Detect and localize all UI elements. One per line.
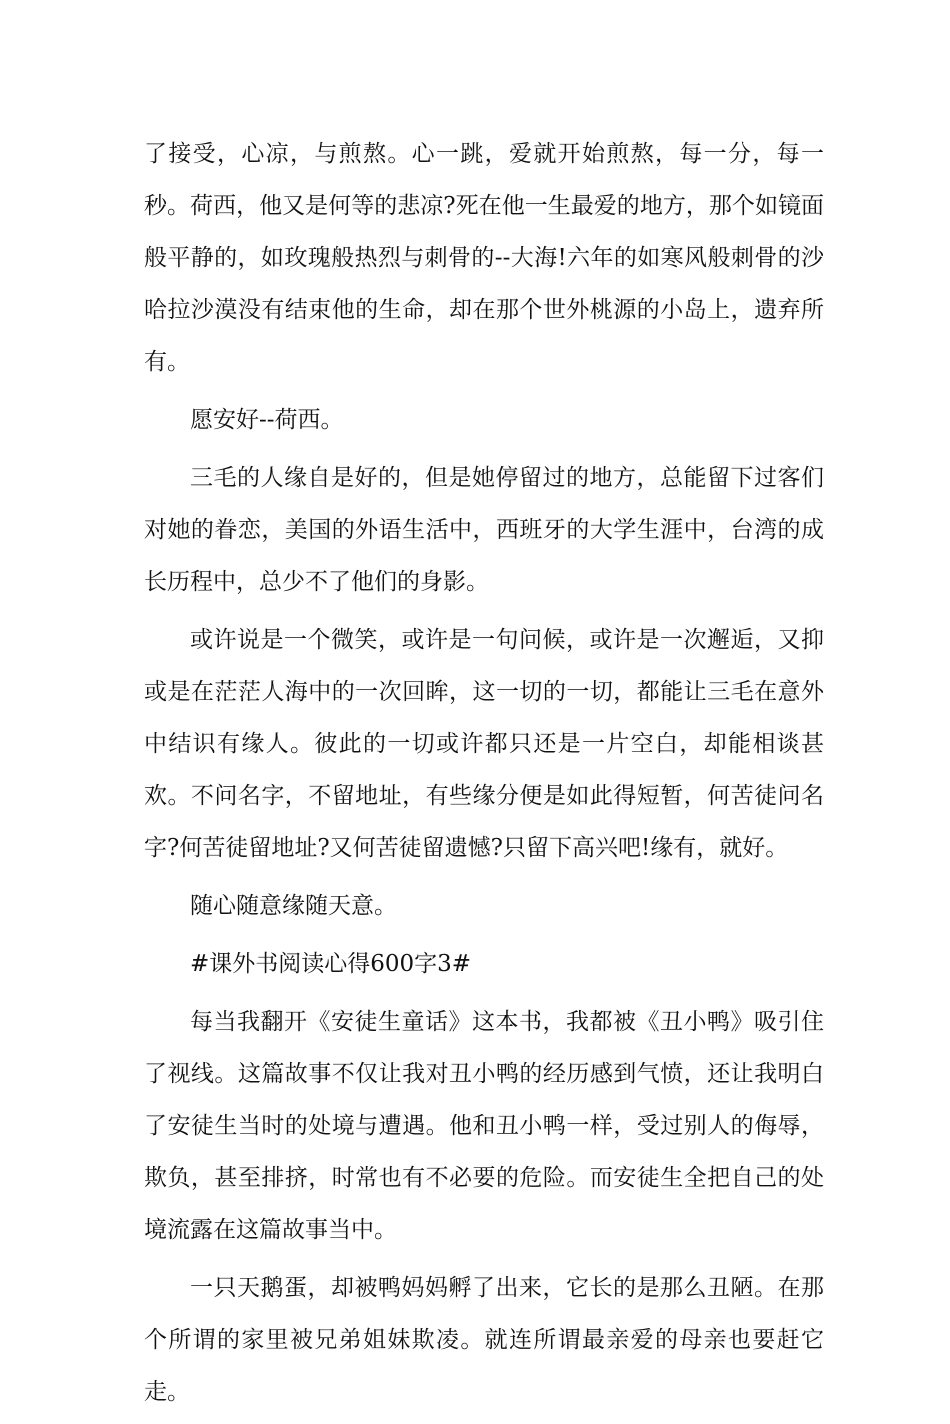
document-body <box>144 128 824 1424</box>
paragraph: 了接受，心凉，与煎熬。心一跳，爱就开始煎熬，每一分，每一秒。荷西，他又是何等的悲凉?死在他一生最爱的地方，那个如镜面般平静的，如玫瑰般热烈与刺骨的--大海!六年的如寒风般刺骨的沙哈拉沙漠没有结束他的生命，却在那个世外桃源的小岛上，遗弃所有。 <box>144 141 824 375</box>
paragraph: 愿安好--荷西。 <box>190 407 344 433</box>
paragraph: 三毛的人缘自是好的，但是她停留过的地方，总能留下过客们对她的眷恋，美国的外语生活中，西班牙的大学生涯中，台湾的成长历程中，总少不了他们的身影。 <box>144 465 824 595</box>
section-heading: #课外书阅读心得600字3# <box>190 951 472 977</box>
paragraph: 一只天鹅蛋，却被鸭妈妈孵了出来，它长的是那么丑陋。在那个所谓的家里被兄弟姐妹欺凌。就连所谓最亲爱的母亲也要赶它走。 <box>144 1275 824 1405</box>
paragraph: 或许说是一个微笑，或许是一句问候，或许是一次邂逅，又抑或是在茫茫人海中的一次回眸，这一切的一切，都能让三毛在意外中结识有缘人。彼此的一切或许都只还是一片空白，却能相谈甚欢。不问名字，不留地址，有些缘分便是如此得短暂，何苦徒问名字?何苦徒留地址?又何苦徒留遗憾?只留下高兴吧!缘有，就好。 <box>144 627 824 861</box>
paragraph: 随心随意缘随天意。 <box>190 893 397 919</box>
paragraph: 每当我翻开《安徒生童话》这本书，我都被《丑小鸭》吸引住了视线。这篇故事不仅让我对丑小鸭的经历感到气愤，还让我明白了安徒生当时的处境与遭遇。他和丑小鸭一样，受过别人的侮辱，欺负，甚至排挤，时常也有不必要的危险。而安徒生全把自己的处境流露在这篇故事当中。 <box>144 1009 824 1243</box>
